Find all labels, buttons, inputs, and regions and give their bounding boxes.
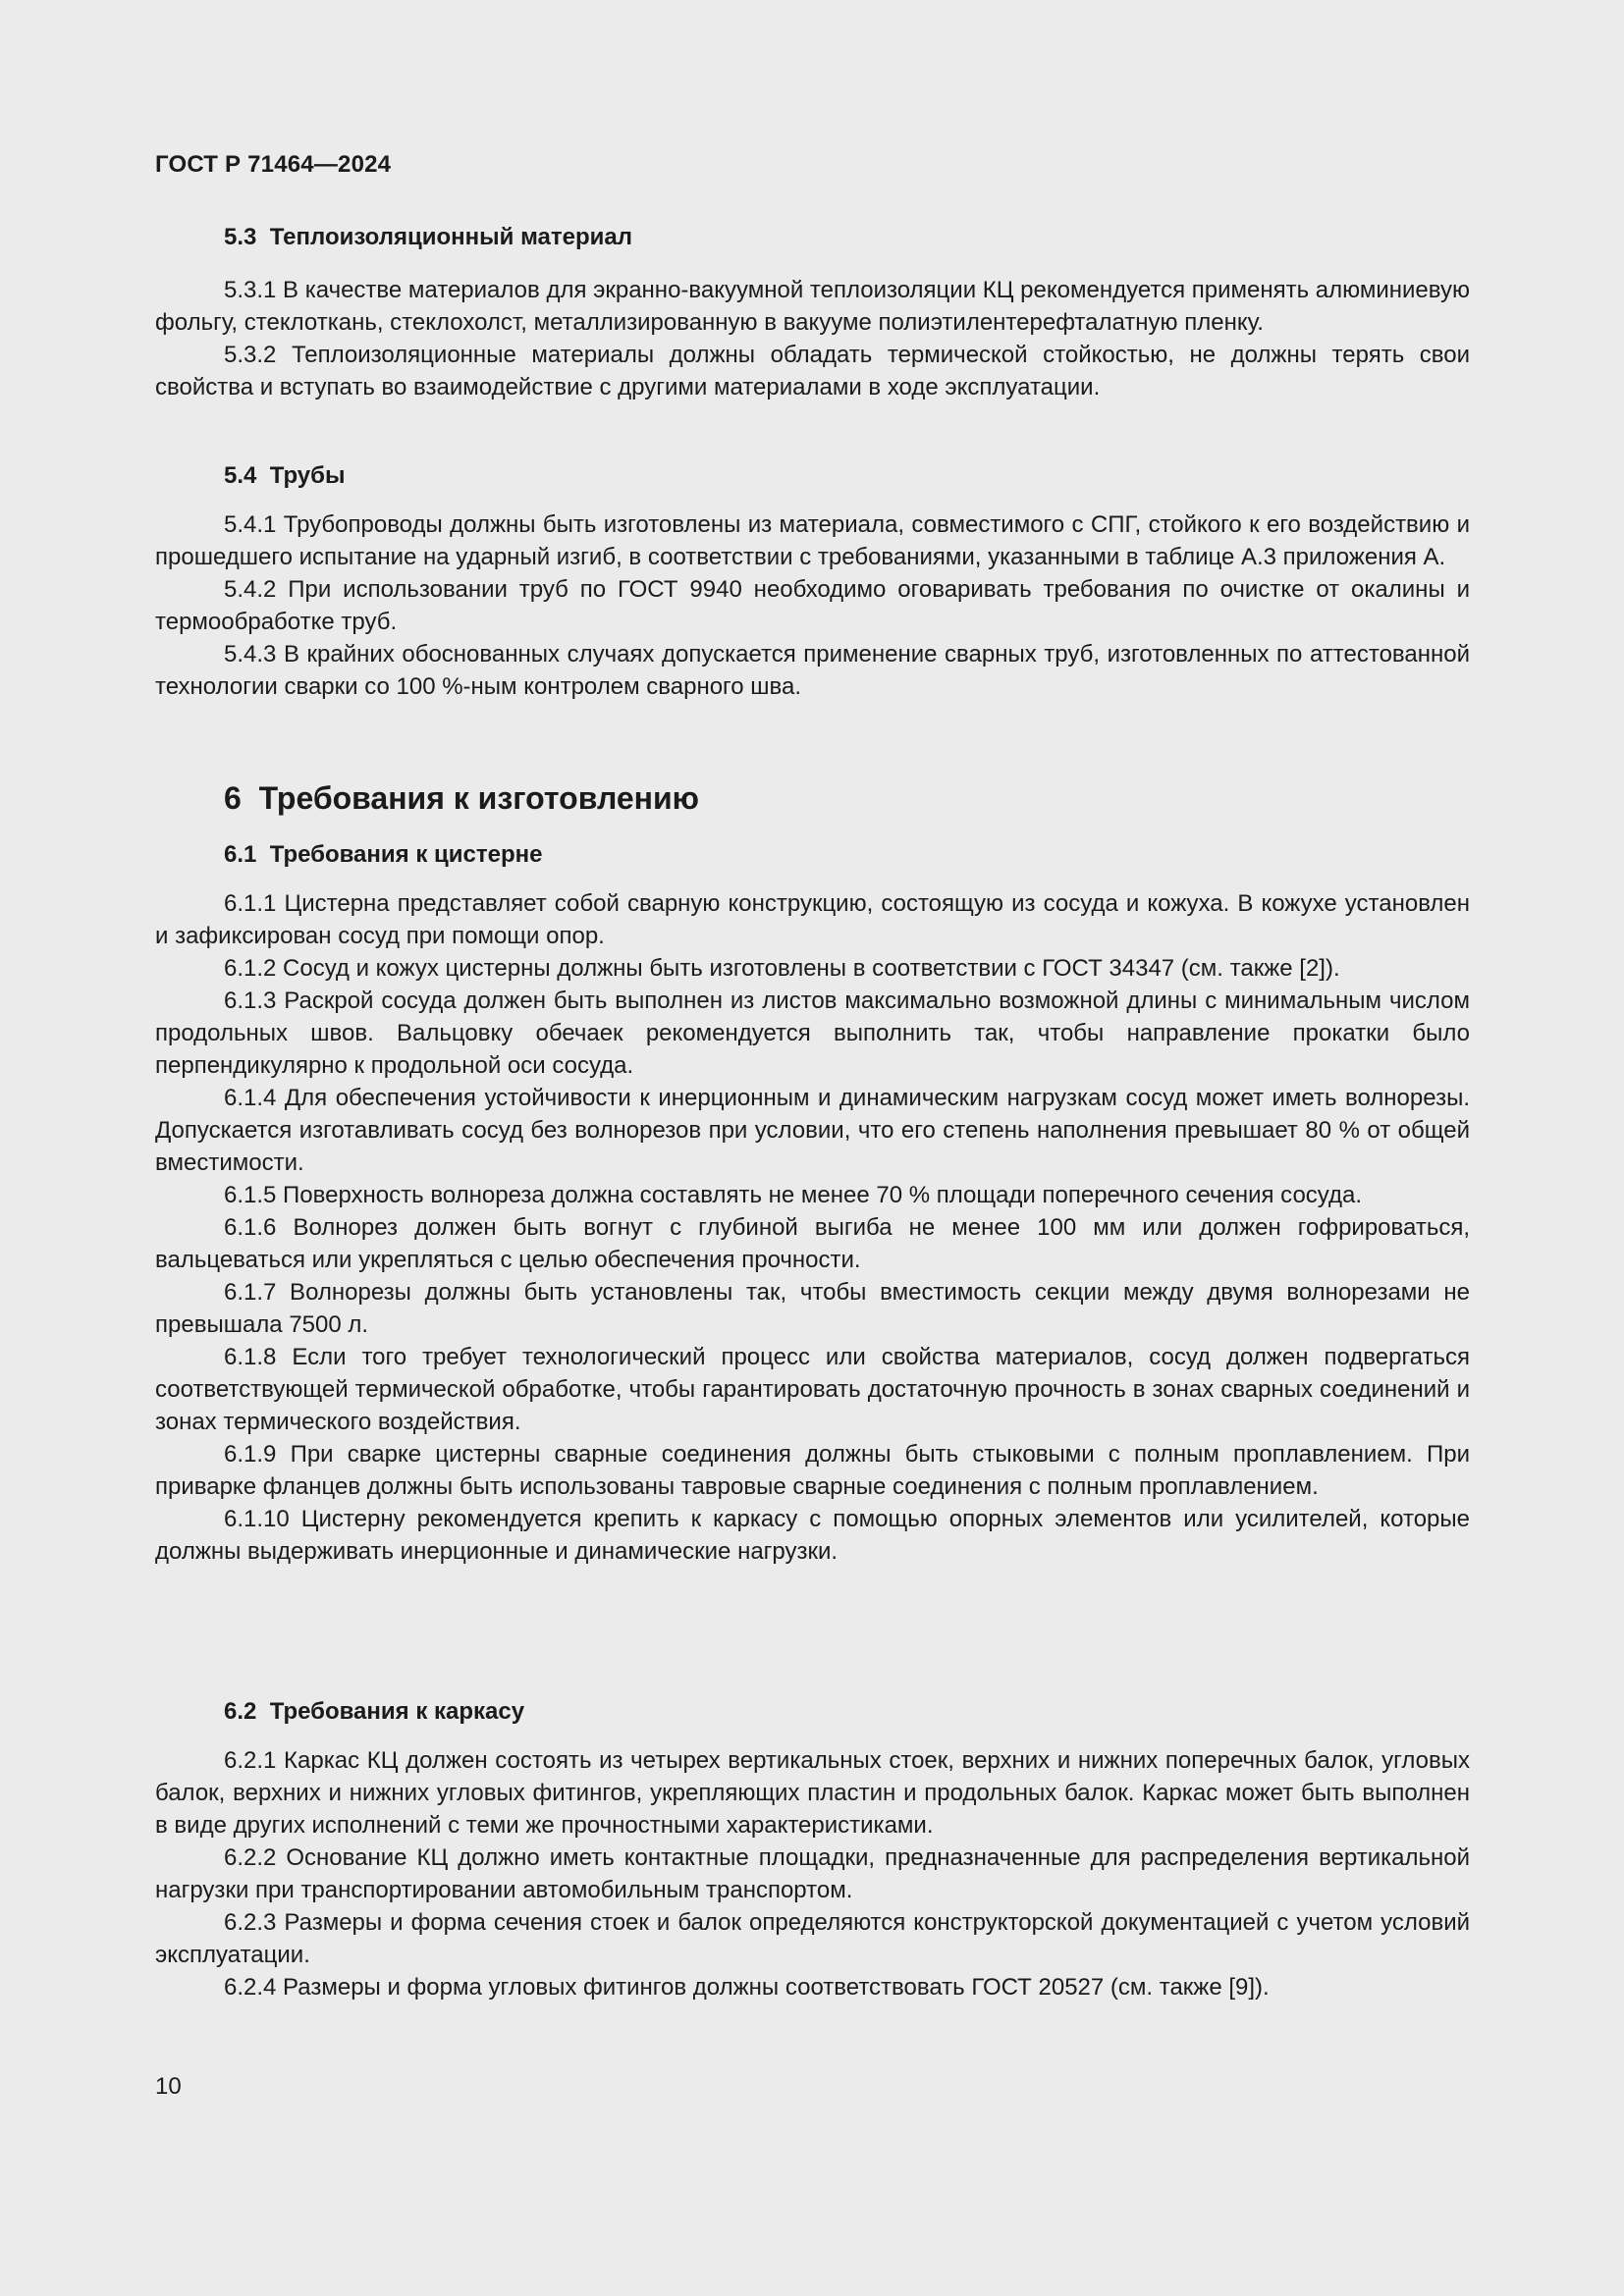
section-5-3 xyxy=(155,224,1470,251)
section-6-1 xyxy=(155,841,1470,869)
heading-5-4: 5.4 Трубы xyxy=(224,462,346,489)
paragraph-6-1-10: 6.1.10 Цистерну рекомендуется крепить к каркасу с помощью опорных элементов или усилителей, которые должны выдерживать инерционные и динамические нагрузки. xyxy=(155,1506,1470,1565)
paragraph-6-1-5: 6.1.5 Поверхность волнореза должна составлять не менее 70 % площади поперечного сечения сосуда. xyxy=(224,1182,1363,1208)
section-5-4 xyxy=(155,462,1470,490)
heading-5-3: 5.3 Теплоизоляционный материал xyxy=(224,224,632,250)
section-6 xyxy=(155,780,1470,817)
paragraph-5-4-1: 5.4.1 Трубопроводы должны быть изготовлены из материала, совместимого с СПГ, стойкого к его воздействию и прошедшего испытание на ударный изгиб, в соответствии с требованиями, указанными в таблице А.3 приложения А. xyxy=(155,511,1470,570)
paragraph-5-3-2: 5.3.2 Теплоизоляционные материалы должны обладать термической стойкостью, не должны терять свои свойства и вступать во взаимодействие с другими материалами в ходе эксплуатации. xyxy=(155,342,1470,400)
paragraph-6-2-2: 6.2.2 Основание КЦ должно иметь контактные площадки, предназначенные для распределения вертикальной нагрузки при транспортировании автомобильным транспортом. xyxy=(155,1844,1470,1903)
section-6-2 xyxy=(155,1698,1470,1726)
paragraph-6-1-2: 6.1.2 Сосуд и кожух цистерны должны быть изготовлены в соответствии с ГОСТ 34347 (см. также [2]). xyxy=(224,955,1340,982)
paragraph-6-1-1: 6.1.1 Цистерна представляет собой сварную конструкцию, состоящую из сосуда и кожуха. В кожухе установлен и зафиксирован сосуд при помощи опор. xyxy=(155,890,1470,949)
page-number: 10 xyxy=(155,2073,182,2100)
paragraph-6-1-8: 6.1.8 Если того требует технологический процесс или свойства материалов, сосуд должен подвергаться соответствующей термической обработке, чтобы гарантировать достаточную прочность в зонах сварных соединений и зонах термического воздействия. xyxy=(155,1344,1470,1435)
paragraph-6-1-4: 6.1.4 Для обеспечения устойчивости к инерционным и динамическим нагрузкам сосуд может иметь волнорезы. Допускается изготавливать сосуд без волнорезов при условии, что его степень наполнения превышает 80 % от общей вместимости. xyxy=(155,1085,1470,1176)
section-5-3-body xyxy=(155,274,1470,403)
paragraph-5-4-2: 5.4.2 При использовании труб по ГОСТ 9940 необходимо оговаривать требования по очистке от окалины и термообработке труб. xyxy=(155,576,1470,635)
paragraph-6-2-3: 6.2.3 Размеры и форма сечения стоек и балок определяются конструкторской документацией с учетом условий эксплуатации. xyxy=(155,1909,1470,1968)
paragraph-6-1-7: 6.1.7 Волнорезы должны быть установлены так, чтобы вместимость секции между двумя волнорезами не превышала 7500 л. xyxy=(155,1279,1470,1338)
section-5-4-body xyxy=(155,508,1470,703)
heading-6-2: 6.2 Требования к каркасу xyxy=(224,1698,525,1725)
heading-6-1: 6.1 Требования к цистерне xyxy=(224,841,543,868)
paragraph-6-2-4: 6.2.4 Размеры и форма угловых фитингов должны соответствовать ГОСТ 20527 (см. также [9]). xyxy=(224,1974,1270,2001)
paragraph-6-1-9: 6.1.9 При сварке цистерны сварные соединения должны быть стыковыми с полным проплавлением. При приварке фланцев должны быть использованы тавровые сварные соединения с полным проплавлением. xyxy=(155,1441,1470,1500)
section-6-1-body xyxy=(155,887,1470,1568)
paragraph-5-3-1: 5.3.1 В качестве материалов для экранно-вакуумной теплоизоляции КЦ рекомендуется применять алюминиевую фольгу, стеклоткань, стеклохолст, металлизированную в вакууме полиэтилентерефталатную пленку. xyxy=(155,277,1470,336)
section-6-2-body xyxy=(155,1744,1470,2003)
paragraph-6-1-6: 6.1.6 Волнорез должен быть вогнут с глубиной выгиба не менее 100 мм или должен гофрироватьcя, вальцеваться или укрепляться с целью обеспечения прочности. xyxy=(155,1214,1470,1273)
paragraph-6-1-3: 6.1.3 Раскрой сосуда должен быть выполнен из листов максимально возможной длины с минимальным числом продольных швов. Вальцовку обечаек рекомендуется выполнить так, чтобы направление прокатки было перпендикулярно к продольной оси сосуда. xyxy=(155,988,1470,1079)
paragraph-5-4-3: 5.4.3 В крайних обоснованных случаях допускается применение сварных труб, изготовленных по аттестованной технологии сварки со 100 %-ным контролем сварного шва. xyxy=(155,641,1470,700)
paragraph-6-2-1: 6.2.1 Каркас КЦ должен состоять из четырех вертикальных стоек, верхних и нижних поперечных балок, угловых балок, верхних и нижних угловых фитингов, укрепляющих пластин и продольных балок. Каркас может быть выполнен в виде других исполнений с теми же прочностными характеристиками. xyxy=(155,1747,1470,1839)
document-code: ГОСТ Р 71464—2024 xyxy=(155,151,392,178)
heading-6: 6 Требования к изготовлению xyxy=(224,780,699,816)
